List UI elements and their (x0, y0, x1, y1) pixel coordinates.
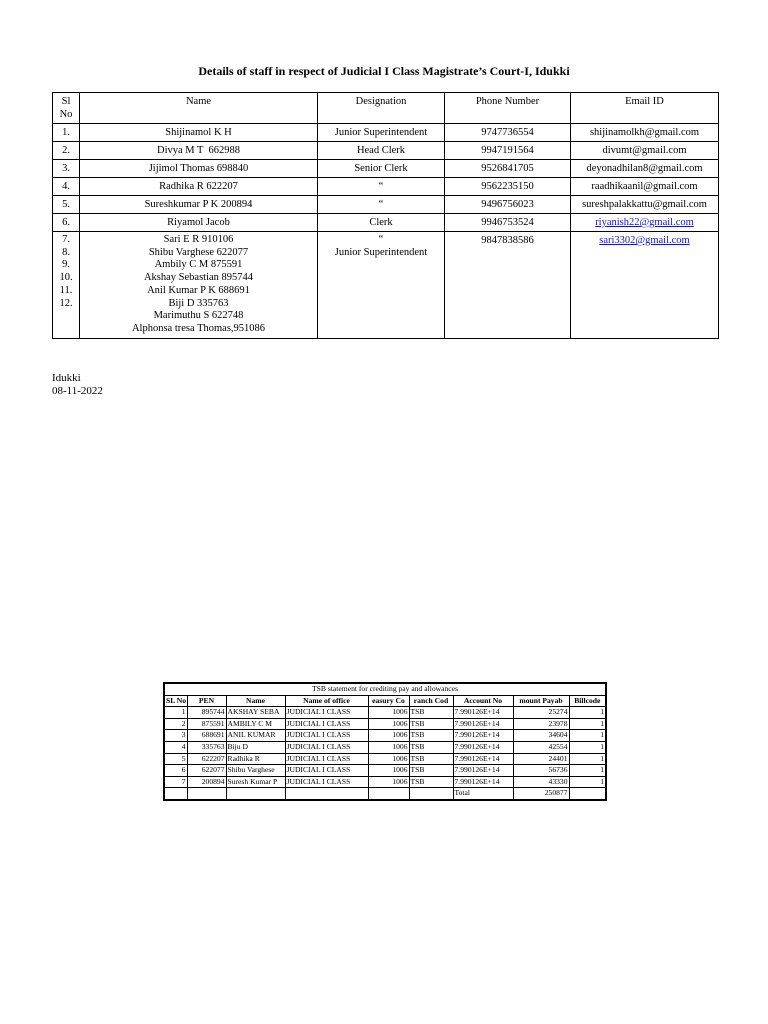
group-sl: 9. (62, 259, 70, 271)
tsb-cell: 1006 (368, 776, 409, 788)
tsb-header: mount Payab (513, 695, 569, 707)
tsb-cell: 7.990126E+14 (453, 753, 513, 765)
tsb-total-row (164, 788, 606, 800)
row-designation: “ (318, 178, 445, 196)
row-sl: 1. (53, 124, 80, 142)
row-phone: 9562235150 (445, 178, 571, 196)
row-name: Radhika R 622207 (80, 178, 318, 196)
group-name: Anil Kumar P K 688691 (147, 284, 250, 296)
group-sl: 12. (59, 297, 73, 309)
group-name: Biji D 335763 (168, 297, 229, 309)
tsb-cell: 56736 (513, 765, 569, 777)
header-sl-no: Sl No (53, 93, 80, 124)
row-email: shijinamolkh@gmail.com (571, 124, 719, 142)
staff-table-header-row (53, 93, 719, 124)
table-row (53, 178, 719, 196)
tsb-header: easury Co (368, 695, 409, 707)
tsb-cell-empty (569, 788, 606, 800)
row-phone: 9526841705 (445, 160, 571, 178)
group-name: Marimuthu S 622748 (153, 310, 244, 322)
row-designation: Senior Clerk (318, 160, 445, 178)
tsb-cell: 1006 (368, 707, 409, 719)
row-email: deyonadhilan8@gmail.com (571, 160, 719, 178)
tsb-cell: ANIL KUMAR (226, 730, 285, 742)
group-designation-cell (318, 232, 445, 339)
row-designation: Head Clerk (318, 142, 445, 160)
row-sl: 5. (53, 196, 80, 214)
tsb-cell: 200894 (187, 776, 226, 788)
tsb-cell: 7.990126E+14 (453, 765, 513, 777)
group-name: Sari E R 910106 (163, 234, 234, 245)
tsb-cell: 1006 (368, 765, 409, 777)
row-email (571, 214, 719, 232)
tsb-row (164, 741, 606, 753)
tsb-cell: 1006 (368, 753, 409, 765)
tsb-row (164, 730, 606, 742)
tsb-caption-row (164, 683, 606, 695)
tsb-cell: 24401 (513, 753, 569, 765)
tsb-cell: 2 (164, 718, 187, 730)
tsb-cell: 1 (569, 753, 606, 765)
tsb-cell: JUDICIAL I CLASS (285, 718, 368, 730)
table-row (53, 160, 719, 178)
tsb-caption: TSB statement for crediting pay and allowances (164, 683, 606, 695)
tsb-cell: 4 (164, 741, 187, 753)
tsb-cell: JUDICIAL I CLASS (285, 776, 368, 788)
footer-place: Idukki (52, 372, 81, 384)
group-sl: 7. (62, 234, 70, 245)
tsb-cell: 688691 (187, 730, 226, 742)
tsb-cell: Radhika R (226, 753, 285, 765)
tsb-cell: TSB (409, 776, 453, 788)
tsb-cell: 43330 (513, 776, 569, 788)
tsb-row (164, 718, 606, 730)
group-designation: “ (378, 234, 384, 245)
row-phone: 9747736554 (445, 124, 571, 142)
row-sl: 6. (53, 214, 80, 232)
group-name: Akshay Sebastian 895744 (143, 272, 254, 284)
row-name: Jijimol Thomas 698840 (80, 160, 318, 178)
group-sl: 11. (59, 284, 73, 296)
tsb-cell: AMBILY C M (226, 718, 285, 730)
email-link[interactable]: sari3302@gmail.com (599, 235, 690, 246)
tsb-row (164, 753, 606, 765)
header-phone: Phone Number (445, 93, 571, 124)
tsb-cell-empty (187, 788, 226, 800)
document-title: Details of staff in respect of Judicial I Class Magistrate’s Court-I, Idukki (198, 64, 570, 78)
tsb-cell: TSB (409, 753, 453, 765)
tsb-header: Billcode (569, 695, 606, 707)
row-sl: 3. (53, 160, 80, 178)
tsb-header: Account No (453, 695, 513, 707)
header-email: Email ID (571, 93, 719, 124)
tsb-cell: 7.990126E+14 (453, 776, 513, 788)
tsb-cell: TSB (409, 730, 453, 742)
row-phone: 9947191564 (445, 142, 571, 160)
tsb-cell: 1006 (368, 718, 409, 730)
tsb-header: Name of office (285, 695, 368, 707)
tsb-cell-empty (368, 788, 409, 800)
tsb-cell: 7.990126E+14 (453, 718, 513, 730)
tsb-cell: 6 (164, 765, 187, 777)
group-names-cell (80, 232, 318, 339)
tsb-cell: 875591 (187, 718, 226, 730)
row-designation: Junior Superintendent (318, 124, 445, 142)
tsb-cell: 7 (164, 776, 187, 788)
table-row (53, 196, 719, 214)
tsb-cell: JUDICIAL I CLASS (285, 707, 368, 719)
tsb-cell: AKSHAY SEBA (226, 707, 285, 719)
row-sl: 4. (53, 178, 80, 196)
tsb-header: ranch Cod (409, 695, 453, 707)
tsb-header-row (164, 695, 606, 707)
tsb-cell: 622207 (187, 753, 226, 765)
tsb-cell: TSB (409, 707, 453, 719)
group-sl-cell (53, 232, 80, 339)
table-row (53, 124, 719, 142)
footer-date: 08-11-2022 (52, 385, 103, 397)
row-phone: 9946753524 (445, 214, 571, 232)
tsb-cell: JUDICIAL I CLASS (285, 741, 368, 753)
tsb-cell: 1006 (368, 730, 409, 742)
tsb-cell: 1006 (368, 741, 409, 753)
tsb-cell: 1 (569, 765, 606, 777)
group-name: Alphonsa tresa Thomas,951086 (131, 322, 266, 334)
tsb-cell: 1 (569, 730, 606, 742)
tsb-cell: 1 (569, 707, 606, 719)
tsb-cell: Biju D (226, 741, 285, 753)
group-sl: 8. (62, 246, 70, 258)
row-designation: “ (318, 196, 445, 214)
tsb-cell: Suresh Kumar P (226, 776, 285, 788)
tsb-cell: 7.990126E+14 (453, 707, 513, 719)
tsb-cell: 1 (569, 718, 606, 730)
row-name: Shijinamol K H (80, 124, 318, 142)
tsb-cell: 5 (164, 753, 187, 765)
tsb-total-value: 250877 (513, 788, 569, 800)
row-designation: Clerk (318, 214, 445, 232)
table-row (53, 142, 719, 160)
tsb-cell: TSB (409, 718, 453, 730)
tsb-cell: TSB (409, 765, 453, 777)
header-designation: Designation (318, 93, 445, 124)
tsb-cell: 1 (569, 741, 606, 753)
tsb-cell: 42554 (513, 741, 569, 753)
tsb-cell: 3 (164, 730, 187, 742)
tsb-cell: 335763 (187, 741, 226, 753)
tsb-cell: TSB (409, 741, 453, 753)
tsb-cell: Shibu Varghese (226, 765, 285, 777)
tsb-cell: JUDICIAL I CLASS (285, 730, 368, 742)
tsb-cell: 7.990126E+14 (453, 730, 513, 742)
tsb-header: SL No (164, 695, 187, 707)
tsb-cell-empty (285, 788, 368, 800)
tsb-row (164, 776, 606, 788)
tsb-cell: 25274 (513, 707, 569, 719)
group-designation: Junior Superintendent (334, 246, 428, 258)
row-email: sureshpalakkattu@gmail.com (571, 196, 719, 214)
tsb-row (164, 707, 606, 719)
row-name: Riyamol Jacob (80, 214, 318, 232)
row-email: divumt@gmail.com (571, 142, 719, 160)
tsb-cell-empty (409, 788, 453, 800)
tsb-cell: 23978 (513, 718, 569, 730)
tsb-statement-table (163, 682, 607, 801)
header-name: Name (80, 93, 318, 124)
email-link[interactable]: riyanish22@gmail.com (595, 217, 694, 228)
group-name: Shibu Varghese 622077 (148, 246, 249, 258)
row-name: Sureshkumar P K 200894 (80, 196, 318, 214)
tsb-cell: JUDICIAL I CLASS (285, 765, 368, 777)
tsb-row (164, 765, 606, 777)
tsb-cell: 7.990126E+14 (453, 741, 513, 753)
tsb-cell: 622077 (187, 765, 226, 777)
tsb-cell-empty (226, 788, 285, 800)
tsb-cell: JUDICIAL I CLASS (285, 753, 368, 765)
tsb-header: Name (226, 695, 285, 707)
group-phone: 9847838586 (445, 232, 571, 339)
row-email: raadhikaanil@gmail.com (571, 178, 719, 196)
table-row-group (53, 232, 719, 339)
group-sl: 10. (59, 272, 73, 284)
staff-table (52, 92, 719, 339)
row-sl: 2. (53, 142, 80, 160)
tsb-cell: 34604 (513, 730, 569, 742)
group-name: Ambily C M 875591 (154, 259, 243, 271)
group-email-cell (571, 232, 719, 339)
tsb-cell: 895744 (187, 707, 226, 719)
tsb-total-label: Total (453, 788, 513, 800)
tsb-header: PEN (187, 695, 226, 707)
tsb-cell-empty (164, 788, 187, 800)
row-name: Divya M T 662988 (80, 142, 318, 160)
tsb-cell: 1 (164, 707, 187, 719)
tsb-cell: 1 (569, 776, 606, 788)
table-row (53, 214, 719, 232)
row-phone: 9496756023 (445, 196, 571, 214)
